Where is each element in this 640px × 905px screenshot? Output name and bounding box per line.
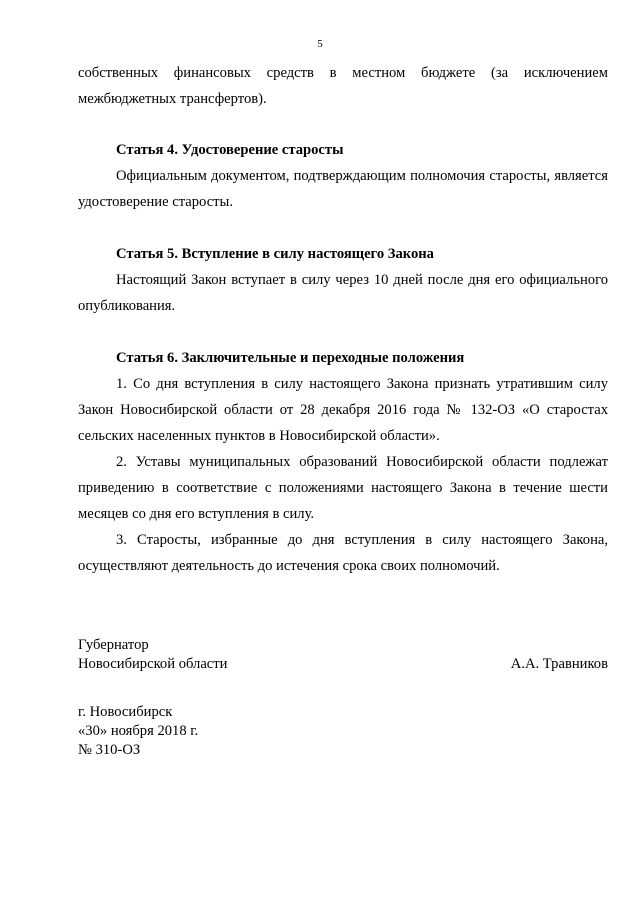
intro-paragraph: собственных финансовых средств в местном бюджете (за исключением межбюджетных трансфертов).	[78, 65, 608, 107]
intro-block	[78, 60, 608, 112]
page-number: 5	[317, 38, 323, 50]
article-heading: Статья 4. Удостоверение старосты	[116, 142, 344, 158]
article-paragraph: Официальным документом, подтверждающим полномочия старосты, является удостоверение старосты.	[78, 168, 608, 210]
law-number: № 310-ОЗ	[78, 742, 141, 758]
article-paragraph: 2. Уставы муниципальных образований Новосибирской области подлежат приведению в соответствие с положениями настоящего Закона в течение шести месяцев со дня его вступления в силу.	[78, 454, 608, 522]
article-heading: Статья 5. Вступление в силу настоящего Закона	[116, 246, 434, 262]
signatory-name: А.А. Травников	[510, 656, 608, 672]
signature-title-line1: Губернатор	[78, 637, 149, 653]
article-heading: Статья 6. Заключительные и переходные положения	[116, 350, 465, 366]
city: г. Новосибирск	[78, 704, 173, 720]
article-4	[78, 137, 608, 215]
article-5	[78, 241, 608, 319]
article-paragraph: Настоящий Закон вступает в силу через 10 дней после дня его официального опубликования.	[78, 272, 608, 314]
article-paragraph: 1. Со дня вступления в силу настоящего Закона признать утратившим силу Закон Новосибирской области от 28 декабря 2016 года № 132-ОЗ «О старостах сельских населенных пунктов в Новосибирской области».	[78, 376, 608, 444]
article-6	[78, 345, 608, 579]
article-paragraph: 3. Старосты, избранные до дня вступления в силу настоящего Закона, осуществляют деятельность до истечения срока своих полномочий.	[78, 532, 608, 574]
place-date-block	[78, 703, 198, 760]
signature-block	[78, 636, 608, 674]
signature-title-line2: Новосибирской области	[78, 656, 228, 672]
date: «30» ноября 2018 г.	[78, 723, 199, 739]
